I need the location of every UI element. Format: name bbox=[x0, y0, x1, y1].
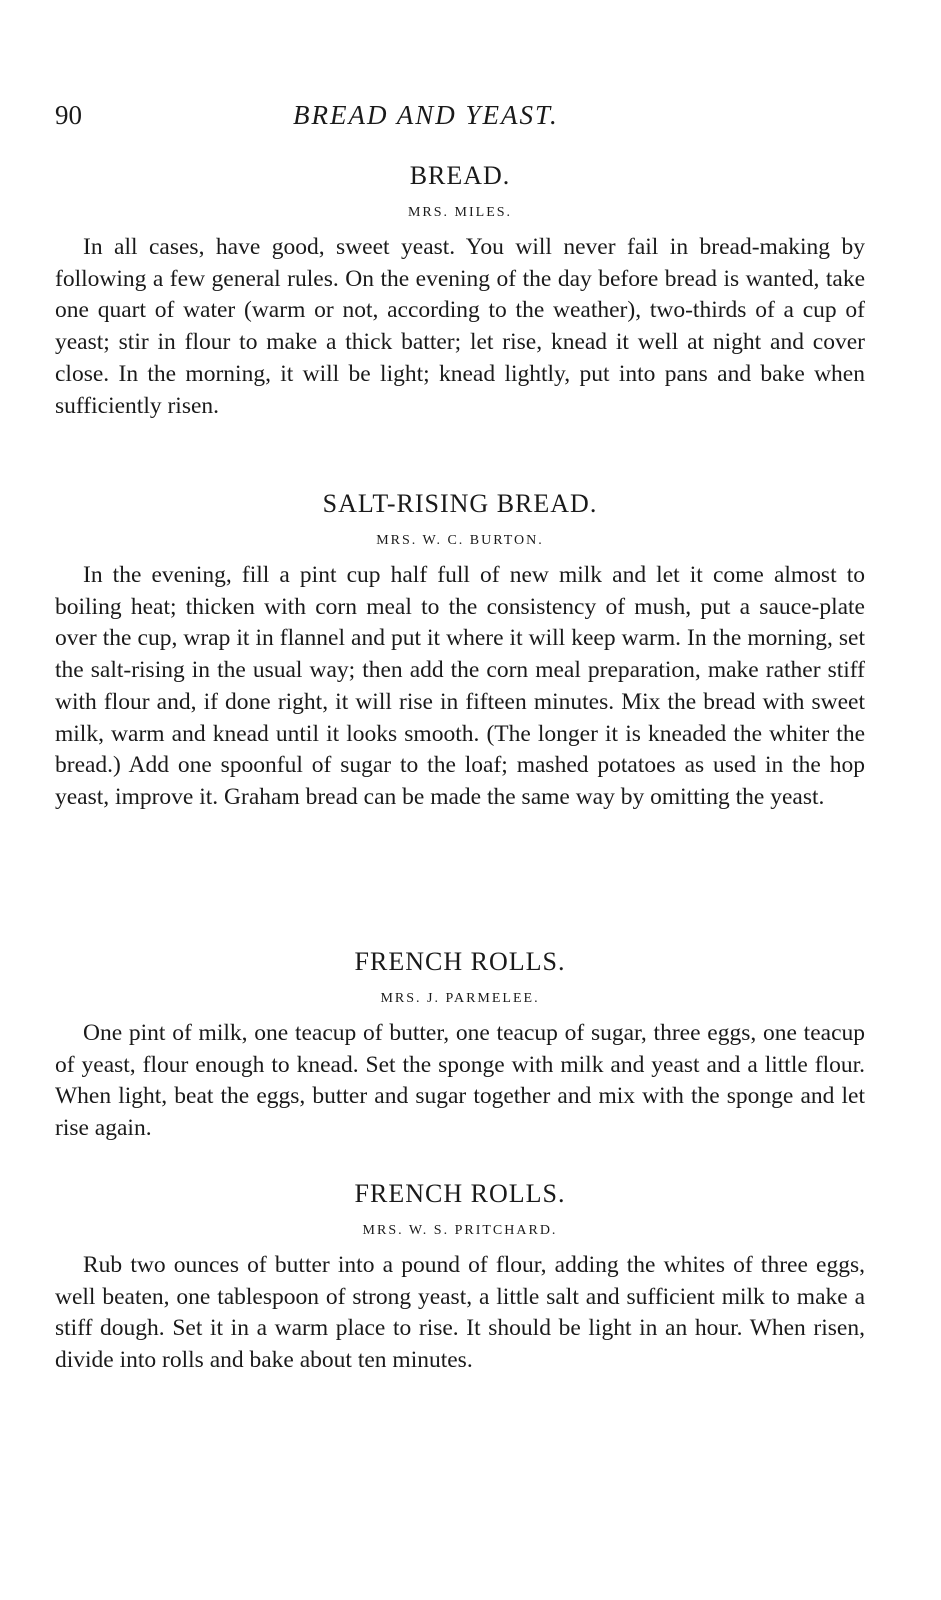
recipe-title: BREAD. bbox=[409, 161, 511, 190]
recipe-text: Rub two ounces of butter into a pound of flour, adding the whites of three eggs, well beaten, one tablespoon of strong yeast, a little salt and sufficient milk to make a stiff dough. Set it in a warm place to rise. It should be light in an hour. When risen, divide into rolls and bake about ten minutes. bbox=[55, 1252, 865, 1374]
page-number: 90 bbox=[55, 100, 82, 130]
running-title: BREAD AND YEAST. bbox=[293, 100, 559, 130]
recipe-author: MRS. J. PARMELEE. bbox=[380, 991, 540, 1006]
recipe-author: MRS. MILES. bbox=[407, 205, 513, 220]
recipe-french-rolls-parmelee bbox=[55, 944, 865, 1145]
recipe-bread bbox=[55, 158, 865, 422]
recipe-salt-rising-bread bbox=[55, 486, 865, 814]
running-head bbox=[55, 100, 875, 140]
recipe-text: One pint of milk, one teacup of butter, one teacup of sugar, three eggs, one teacup of yeast, flour enough to knead. Set the sponge with milk and yeast and a little flour. When light, beat the eggs, butter and sugar together and mix with the sponge and let rise again. bbox=[55, 1020, 865, 1142]
recipe-title: FRENCH ROLLS. bbox=[354, 1179, 566, 1208]
recipe-author: MRS. W. S. PRITCHARD. bbox=[362, 1223, 558, 1238]
recipe-text: In all cases, have good, sweet yeast. You will never fail in bread-making by following a few general rules. On the evening of the day before bread is wanted, take one quart of water (warm or not, according to the weather), two-thirds of a cup of yeast; stir in flour to make a thick batter; let rise, knead it well at night and cover close. In the morning, it will be light; knead lightly, put into pans and bake when sufficiently risen. bbox=[55, 234, 865, 419]
recipe-author: MRS. W. C. BURTON. bbox=[376, 533, 544, 548]
recipe-french-rolls-pritchard bbox=[55, 1176, 865, 1377]
recipe-text: In the evening, fill a pint cup half full of new milk and let it come almost to boiling heat; thicken with corn meal to the consistency of mush, put a sauce-plate over the cup, wrap it in flannel and put it where it will keep warm. In the morning, set the salt-rising in the usual way; then add the corn meal preparation, make rather stiff with flour and, if done right, it will rise in fifteen minutes. Mix the bread with sweet milk, warm and knead until it looks smooth. (The longer it is kneaded the whiter the bread.) Add one spoonful of sugar to the loaf; mashed potatoes as used in the hop yeast, improve it. Graham bread can be made the same way by omitting the yeast. bbox=[55, 562, 865, 810]
recipe-title: SALT-RISING BREAD. bbox=[322, 489, 598, 518]
recipe-title: FRENCH ROLLS. bbox=[354, 947, 566, 976]
